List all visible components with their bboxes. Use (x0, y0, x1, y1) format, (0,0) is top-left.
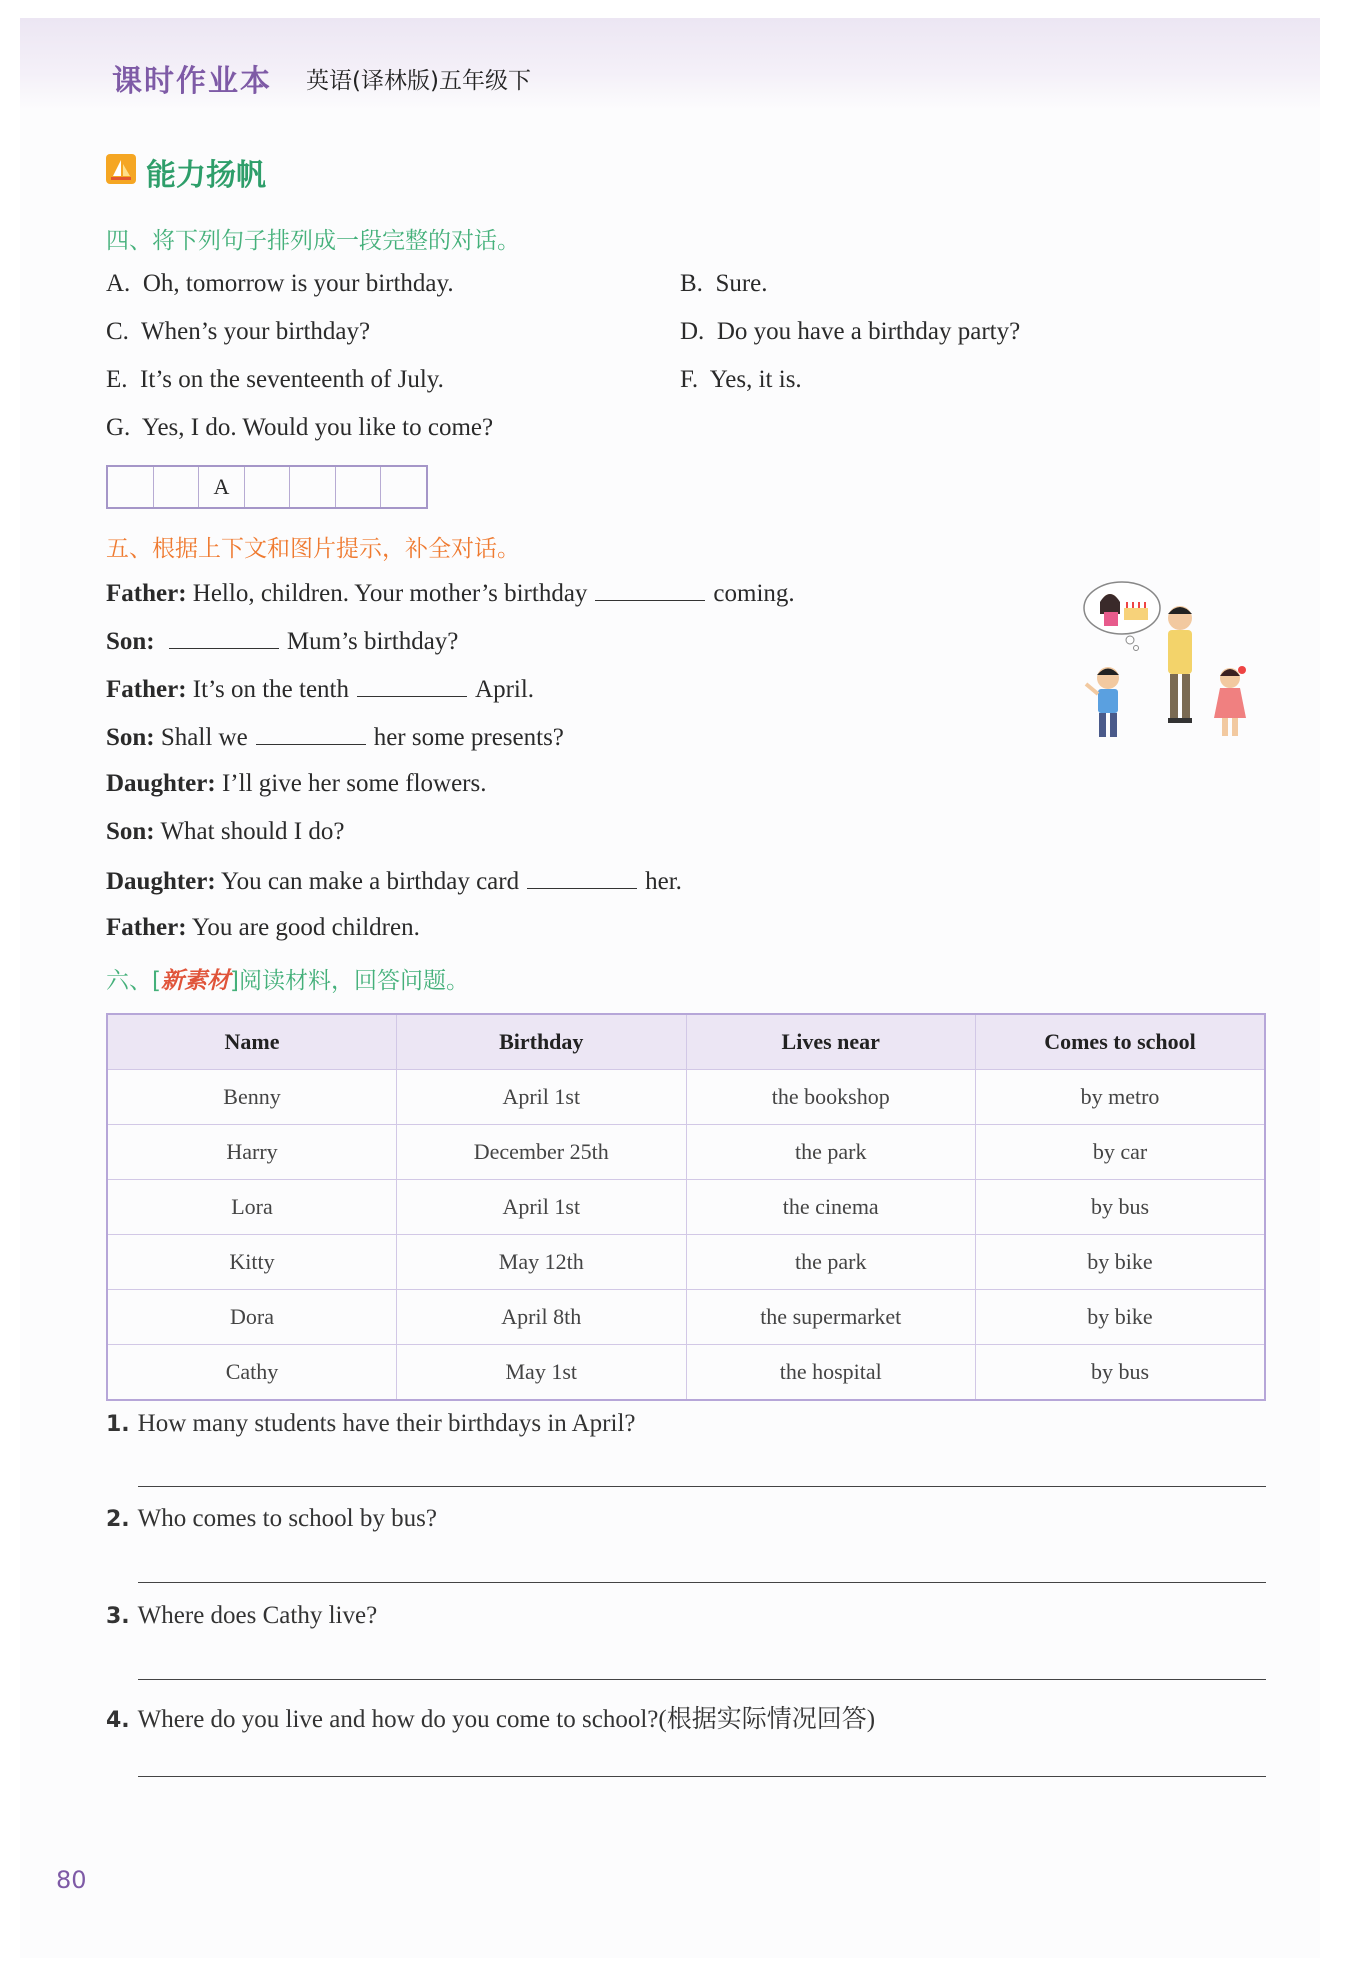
q4-option-d: D. Do you have a birthday party? (680, 318, 1021, 345)
family-illustration (1080, 578, 1260, 748)
table-row (107, 1290, 1265, 1345)
answer-line[interactable] (138, 1582, 1266, 1583)
order-cell[interactable] (381, 467, 426, 507)
table-cell: by metro (976, 1070, 1266, 1125)
table-cell: the bookshop (686, 1070, 976, 1125)
q6-title: 六、[新素材]阅读材料，回答问题。 (106, 968, 469, 994)
table-cell: Lora (107, 1180, 397, 1235)
dialogue-line: Daughter: I’ll give her some flowers. (106, 770, 487, 797)
order-cell[interactable] (154, 467, 200, 507)
dialogue-line: Father: Hello, children. Your mother’s birthday coming. (106, 580, 795, 607)
table-cell: by bus (976, 1180, 1266, 1235)
section-banner-label: 能力扬帆 (146, 158, 266, 193)
table-cell: April 1st (397, 1180, 687, 1235)
order-cell[interactable] (108, 467, 154, 507)
table-cell: Kitty (107, 1235, 397, 1290)
page-number: 80 (56, 1866, 87, 1894)
table-cell: April 1st (397, 1070, 687, 1125)
table-row (107, 1180, 1265, 1235)
table-cell: by bike (976, 1290, 1266, 1345)
table-cell: the park (686, 1125, 976, 1180)
table-cell: the hospital (686, 1345, 976, 1401)
table-row (107, 1070, 1265, 1125)
student-info-table (106, 1013, 1266, 1401)
dialogue-line: Son: What should I do? (106, 818, 345, 845)
table-cell: Harry (107, 1125, 397, 1180)
order-cell[interactable] (245, 467, 291, 507)
q4-option-b: B. Sure. (680, 270, 768, 297)
q4-option-c: C. When’s your birthday? (106, 318, 371, 345)
order-cell: A (199, 467, 245, 507)
table-cell: April 8th (397, 1290, 687, 1345)
table-cell: by bike (976, 1235, 1266, 1290)
table-cell: May 12th (397, 1235, 687, 1290)
dialogue-line: Daughter: You can make a birthday card her. (106, 868, 682, 895)
blank-field[interactable] (256, 722, 366, 745)
table-cell: Dora (107, 1290, 397, 1345)
question-2: 2. Who comes to school by bus? (106, 1505, 437, 1532)
dialogue-line: Father: You are good children. (106, 914, 420, 941)
answer-order-box (106, 465, 428, 509)
column-header: Lives near (686, 1014, 976, 1070)
dialogue-line: Son: Shall we her some presents? (106, 724, 564, 751)
blank-field[interactable] (169, 626, 279, 649)
blank-field[interactable] (595, 578, 705, 601)
question-4: 4. Where do you live and how do you come to school?(根据实际情况回答) (106, 1706, 876, 1733)
answer-line[interactable] (138, 1679, 1266, 1680)
answer-line[interactable] (138, 1776, 1266, 1777)
q4-option-f: F. Yes, it is. (680, 366, 802, 393)
table-cell: the park (686, 1235, 976, 1290)
table-row (107, 1235, 1265, 1290)
table-cell: May 1st (397, 1345, 687, 1401)
dialogue-line: Son: Mum’s birthday? (106, 628, 459, 655)
book-subtitle: 英语(译林版)五年级下 (306, 68, 531, 94)
order-cell[interactable] (290, 467, 336, 507)
dialogue-line: Father: It’s on the tenth April. (106, 676, 535, 703)
q4-option-g: G. Yes, I do. Would you like to come? (106, 414, 494, 441)
question-3: 3. Where does Cathy live? (106, 1602, 378, 1629)
table-cell: December 25th (397, 1125, 687, 1180)
table-cell: Cathy (107, 1345, 397, 1401)
table-cell: Benny (107, 1070, 397, 1125)
table-row (107, 1345, 1265, 1401)
table-cell: the cinema (686, 1180, 976, 1235)
blank-field[interactable] (357, 674, 467, 697)
new-material-tag: 新素材 (160, 968, 230, 994)
table-header-row (107, 1014, 1265, 1070)
column-header: Birthday (397, 1014, 687, 1070)
question-1: 1. How many students have their birthdays in April? (106, 1410, 636, 1437)
blank-field[interactable] (527, 866, 637, 889)
table-cell: by car (976, 1125, 1266, 1180)
q4-option-e: E. It’s on the seventeenth of July. (106, 366, 444, 393)
q4-option-a: A. Oh, tomorrow is your birthday. (106, 270, 454, 297)
book-title: 课时作业本 (112, 64, 272, 99)
table-row (107, 1125, 1265, 1180)
column-header: Name (107, 1014, 397, 1070)
column-header: Comes to school (976, 1014, 1266, 1070)
table-cell: the supermarket (686, 1290, 976, 1345)
q5-title: 五、根据上下文和图片提示，补全对话。 (106, 536, 520, 562)
order-cell[interactable] (336, 467, 382, 507)
answer-line[interactable] (138, 1486, 1266, 1487)
sail-icon (106, 154, 136, 184)
table-cell: by bus (976, 1345, 1266, 1401)
q4-title: 四、将下列句子排列成一段完整的对话。 (106, 228, 520, 254)
